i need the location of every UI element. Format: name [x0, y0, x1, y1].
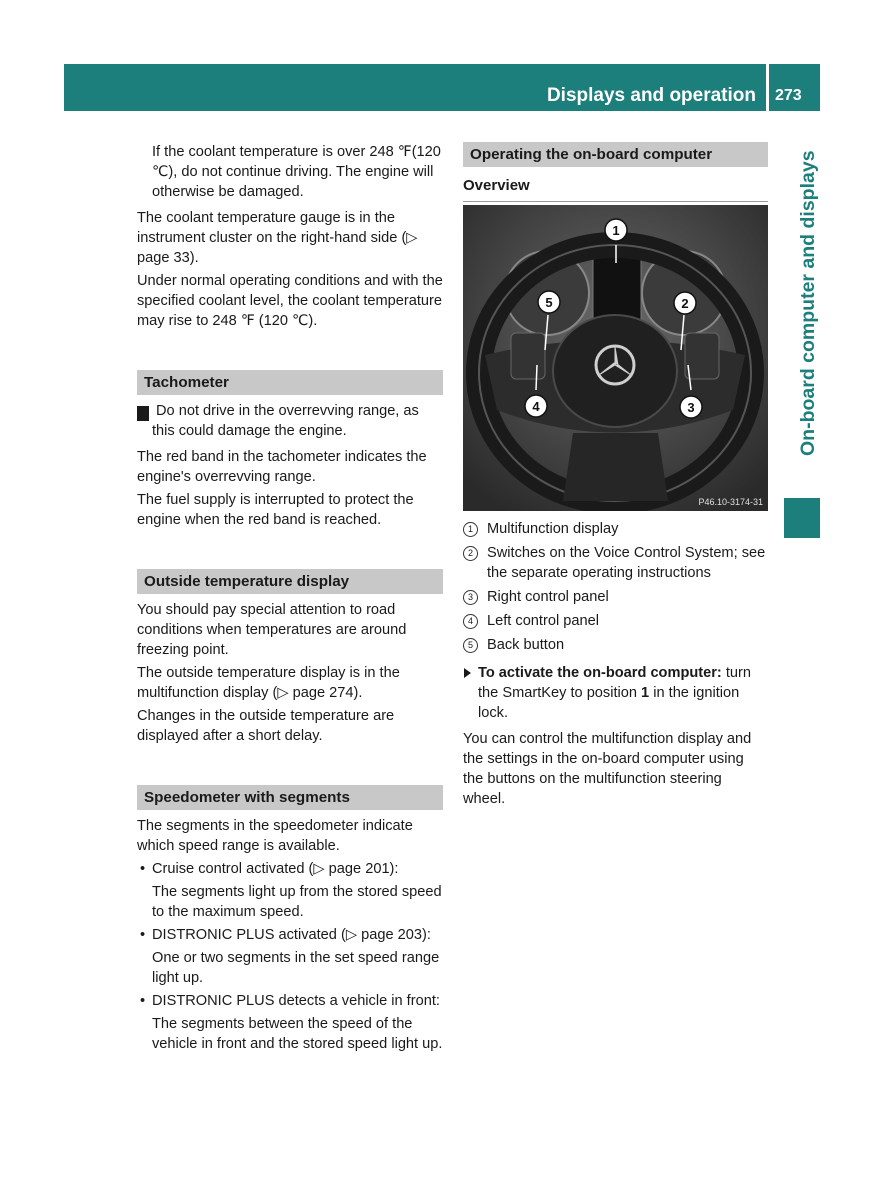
- legend-text: Switches on the Voice Control System; see the separate operating instructions: [487, 545, 766, 581]
- legend-number: 4: [463, 614, 478, 629]
- outside-temp-paragraph-1: You should pay special attention to road conditions when temperatures are around freezing point.: [137, 602, 407, 658]
- svg-text:1: 1: [612, 223, 620, 238]
- coolant-paragraph-2: Under normal operating conditions and with the specified coolant level, the coolant temperature may rise to 248 ℉ (120 ℃).: [137, 273, 443, 329]
- section-on-board-computer: Operating the on-board computer: [463, 142, 768, 167]
- section-outside-temperature: Outside temperature display: [137, 569, 443, 594]
- outside-temp-paragraph-3: Changes in the outside temperature are displayed after a short delay.: [137, 708, 395, 744]
- spacer: [137, 334, 443, 370]
- instruction-text-end: in the ignition lock.: [478, 685, 740, 721]
- legend-number: 5: [463, 638, 478, 653]
- bullet-label: Cruise control activated (▷ page 201):: [152, 861, 399, 877]
- legend-number: 2: [463, 546, 478, 561]
- bullet-detail: The segments between the speed of the vehicle in front and the stored speed light up.: [152, 1016, 443, 1052]
- legend-number: 3: [463, 590, 478, 605]
- outside-temp-paragraph-2: The outside temperature display is in the multifunction display (▷ page 274).: [137, 665, 400, 701]
- coolant-paragraph-1: The coolant temperature gauge is in the instrument cluster on the right-hand side (▷ page 33).: [137, 210, 418, 266]
- spacer: [137, 533, 443, 569]
- callout-4: [525, 395, 547, 417]
- callout-1: [605, 219, 627, 241]
- page-number: 273: [775, 87, 802, 104]
- overview-heading: Overview: [463, 176, 768, 202]
- callout-3: [680, 396, 702, 418]
- section-speedometer: Speedometer with segments: [137, 785, 443, 810]
- svg-text:5: 5: [545, 295, 553, 310]
- legend-item: [463, 635, 768, 655]
- coolant-note: If the coolant temperature is over 248 ℉(120 ℃), do not continue driving. The engine will otherwise be damaged.: [152, 144, 441, 200]
- final-paragraph: You can control the multifunction display and the settings in the on-board computer using the buttons on the multifunction steering wheel.: [463, 731, 752, 807]
- legend-text: Back button: [487, 637, 565, 653]
- legend-item: [463, 611, 768, 631]
- instruction-title: To activate the on-board computer:: [478, 665, 722, 681]
- bullet-label: DISTRONIC PLUS detects a vehicle in front:: [152, 993, 440, 1009]
- warning-icon: !: [137, 406, 149, 421]
- list-item: • DISTRONIC PLUS detects a vehicle in front: The segments between the speed of the vehicle in front and the stored speed light up.: [140, 993, 443, 1052]
- svg-text:3: 3: [687, 400, 695, 415]
- callout-2: [674, 292, 696, 314]
- tachometer-warning: [133, 401, 443, 441]
- instruction-text: turn the SmartKey to position: [478, 665, 751, 701]
- figure-code: P46.10-3174-31: [698, 497, 763, 507]
- side-tab-label: On-board computer and displays: [797, 150, 819, 456]
- legend-number: 1: [463, 522, 478, 537]
- side-tab-marker: [784, 498, 820, 538]
- legend-item: [463, 587, 768, 607]
- svg-text:4: 4: [532, 399, 540, 414]
- bullet-detail: The segments light up from the stored speed to the maximum speed.: [152, 884, 442, 920]
- legend-item: [463, 519, 768, 539]
- section-tachometer: Tachometer: [137, 370, 443, 395]
- bullet-label: DISTRONIC PLUS activated (▷ page 203):: [152, 927, 431, 943]
- instruction-position: 1: [641, 685, 650, 701]
- legend-text: Left control panel: [487, 613, 599, 629]
- header-divider: [766, 64, 769, 111]
- header-title: Displays and operation: [546, 85, 756, 106]
- speedometer-paragraph-1: The segments in the speedometer indicate which speed range is available.: [137, 818, 413, 854]
- list-item: • DISTRONIC PLUS activated (▷ page 203): One or two segments in the set speed range light up.: [137, 925, 443, 988]
- steering-wheel-figure: [463, 205, 768, 511]
- right-column: [463, 142, 768, 812]
- legend-text: Right control panel: [487, 589, 609, 605]
- callout-5: [538, 291, 560, 313]
- svg-text:2: 2: [681, 296, 689, 311]
- warning-text: Do not drive in the overrevving range, as this could damage the engine.: [152, 403, 419, 439]
- tachometer-paragraph-1: The red band in the tachometer indicates the engine's overrevving range.: [137, 449, 427, 485]
- instruction-step: [463, 663, 768, 723]
- legend-text: Multifunction display: [487, 521, 619, 537]
- arrow-right-icon: [464, 668, 471, 678]
- spacer: [137, 749, 443, 785]
- bullet-detail: One or two segments in the set speed range light up.: [152, 950, 440, 986]
- tachometer-paragraph-2: The fuel supply is interrupted to protect the engine when the red band is reached.: [137, 492, 414, 528]
- legend-item: [463, 543, 768, 583]
- list-item: • Cruise control activated (▷ page 201): The segments light up from the stored speed to the maximum speed.: [140, 861, 442, 920]
- left-column: [133, 142, 443, 1057]
- page-header: [64, 64, 820, 111]
